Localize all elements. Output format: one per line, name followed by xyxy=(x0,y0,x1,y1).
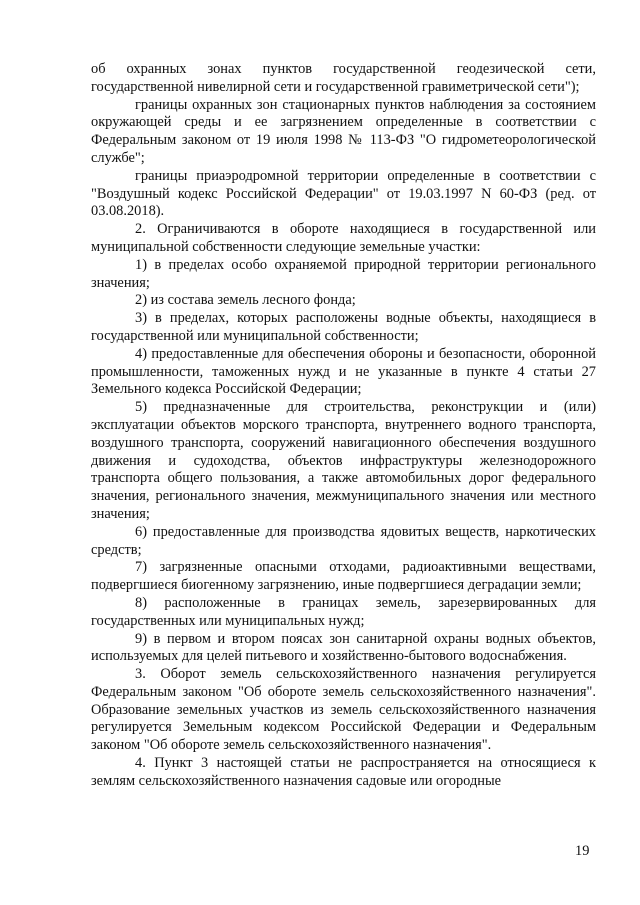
paragraph-7: 3) в пределах, которых расположены водные объекты, находящиеся в государственной или муниципальной собственности; xyxy=(91,310,596,344)
paragraph-12: 8) расположенные в границах земель, зарезервированных для государственных или муниципальных нужд; xyxy=(91,594,596,629)
paragraph-1: об охранных зонах пунктов государственной геодезической сети, государственной нивелирной сети и государственной гравиметрической сети"); xyxy=(91,61,596,95)
paragraph-14: 3. Оборот земель сельскохозяйственного назначения регулируется Федеральным законом "Об обороте земель сельскохозяйственного назначения". Образование земельных участков из земель сельскохозяйственного назначения регулируется Земельным кодексом Российской Федерации и Федеральным законом "Об обороте земель сельскохозяйственного назначения". xyxy=(91,666,596,754)
paragraph-10: 6) предоставленные для производства ядовитых веществ, наркотических средств; xyxy=(91,523,596,558)
paragraph-13: 9) в первом и втором поясах зон санитарной охраны водных объектов, используемых для целей питьевого и хозяйственно-бытового водоснабжения. xyxy=(91,630,596,665)
paragraph-6: 2) из состава земель лесного фонда; xyxy=(135,292,356,309)
paragraph-5: 1) в пределах особо охраняемой природной территории регионального значения; xyxy=(91,256,596,291)
paragraph-4: 2. Ограничиваются в обороте находящиеся в государственной или муниципальной собственности следующие земельные участки: xyxy=(91,221,596,255)
paragraph-11: 7) загрязненные опасными отходами, радиоактивными веществами, подвергшиеся биогенному загрязнению, иные подвергшиеся деградации земли; xyxy=(91,559,596,594)
document-body xyxy=(91,61,596,791)
paragraph-2: границы охранных зон стационарных пунктов наблюдения за состоянием окружающей среды и ее загрязнением определенные в соответствии с Федеральным законом от 19 июля 1998 № 113-ФЗ "О гидрометеорологической службе"; xyxy=(91,96,596,166)
paragraph-8: 4) предоставленные для обеспечения обороны и безопасности, оборонной промышленности, таможенных нужд и не указанные в пункте 4 статьи 27 Земельного кодекса Российской Федерации; xyxy=(91,345,596,398)
paragraph-3: границы приаэродромной территории определенные в соответствии с "Воздушный кодекс Российской Федерации" от 19.03.1997 N 60-ФЗ (ред. от 03.08.2018). xyxy=(91,167,596,220)
paragraph-15: 4. Пункт 3 настоящей статьи не распространяется на относящиеся к землям сельскохозяйственного назначения садовые или огородные xyxy=(91,755,596,789)
page-number: 19 xyxy=(575,843,590,859)
paragraph-9: 5) предназначенные для строительства, реконструкции и (или) эксплуатации объектов морского транспорта, внутреннего водного транспорта, воздушного транспорта, сооружений навигационного обеспечения воздушного движения и судоходства, объектов инфраструктуры железнодорожного транспорта общего пользования, а также автомобильных дорог федерального значения, регионального значения, межмуниципального значения или местного значения; xyxy=(91,399,596,522)
